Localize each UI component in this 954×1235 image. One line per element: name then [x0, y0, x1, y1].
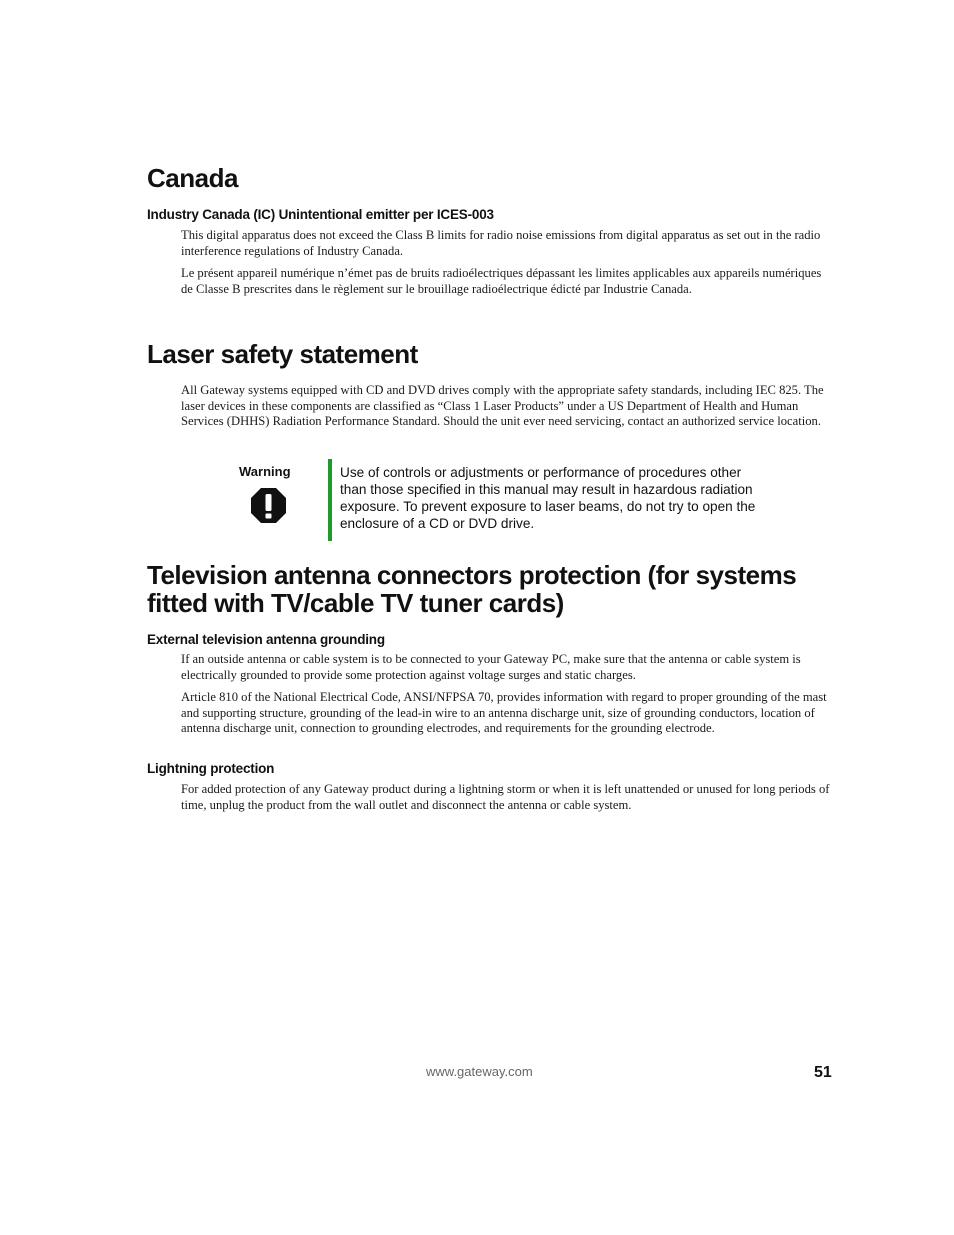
ic-french-paragraph: Le présent appareil numérique n’émet pas de bruits radioélectriques dépassant les limites applicables aux appareils numériques de Classe B prescrites dans le règlement sur le brouillage radioélectrique édicté par Industrie Canada. [181, 266, 822, 296]
laser-safety-paragraph: All Gateway systems equipped with CD and DVD drives comply with the appropriate safety standards, including IEC 825. The laser devices in these components are classified as “Class 1 Laser Products” under a US Department of Health and Human Services (DHHS) Radiation Performance Standard. Should the unit ever need servicing, contact an authorized service location. [181, 383, 824, 429]
antenna-grounding-paragraph-1: If an outside antenna or cable system is to be connected to your Gateway PC, make sure that the antenna or cable system is electrically grounded to provide some protection against voltage surges and static charges. [181, 652, 801, 682]
warning-label: Warning [239, 464, 291, 479]
antenna-grounding-paragraph-2: Article 810 of the National Electrical Code, ANSI/NFPSA 70, provides information with regard to proper grounding of the mast and supporting structure, grounding of the lead-in wire to an antenna discharge unit, size of grounding conductors, location of antenna discharge unit, connection to grounding electrodes, and requirements for the grounding electrode. [181, 690, 827, 736]
warning-octagon-icon [250, 487, 287, 524]
lightning-subheading: Lightning protection [147, 761, 275, 776]
tv-antenna-heading-line2: fitted with TV/cable TV tuner cards) [147, 588, 564, 618]
ic-emitter-subheading: Industry Canada (IC) Unintentional emitter per ICES-003 [147, 207, 494, 222]
page-number: 51 [814, 1064, 832, 1081]
tv-antenna-heading-line1: Television antenna connectors protection (for systems [147, 560, 797, 590]
lightning-paragraph: For added protection of any Gateway product during a lightning storm or when it is left unattended or unused for long periods of time, unplug the product from the wall outlet and disconnect the antenna or cable system. [181, 782, 830, 812]
laser-safety-heading: Laser safety statement [147, 339, 418, 369]
ic-english-paragraph: This digital apparatus does not exceed the Class B limits for radio noise emissions from digital apparatus as set out in the radio interference regulations of Industry Canada. [181, 228, 821, 258]
warning-bar [328, 459, 332, 541]
canada-heading: Canada [147, 163, 238, 193]
footer-url: www.gateway.com [426, 1064, 533, 1079]
warning-text: Use of controls or adjustments or performance of procedures other than those specified in this manual may result in hazardous radiation exposure. To prevent exposure to laser beams, do not try to open the enclosure of a CD or DVD drive. [340, 465, 756, 531]
antenna-grounding-subheading: External television antenna grounding [147, 632, 385, 647]
